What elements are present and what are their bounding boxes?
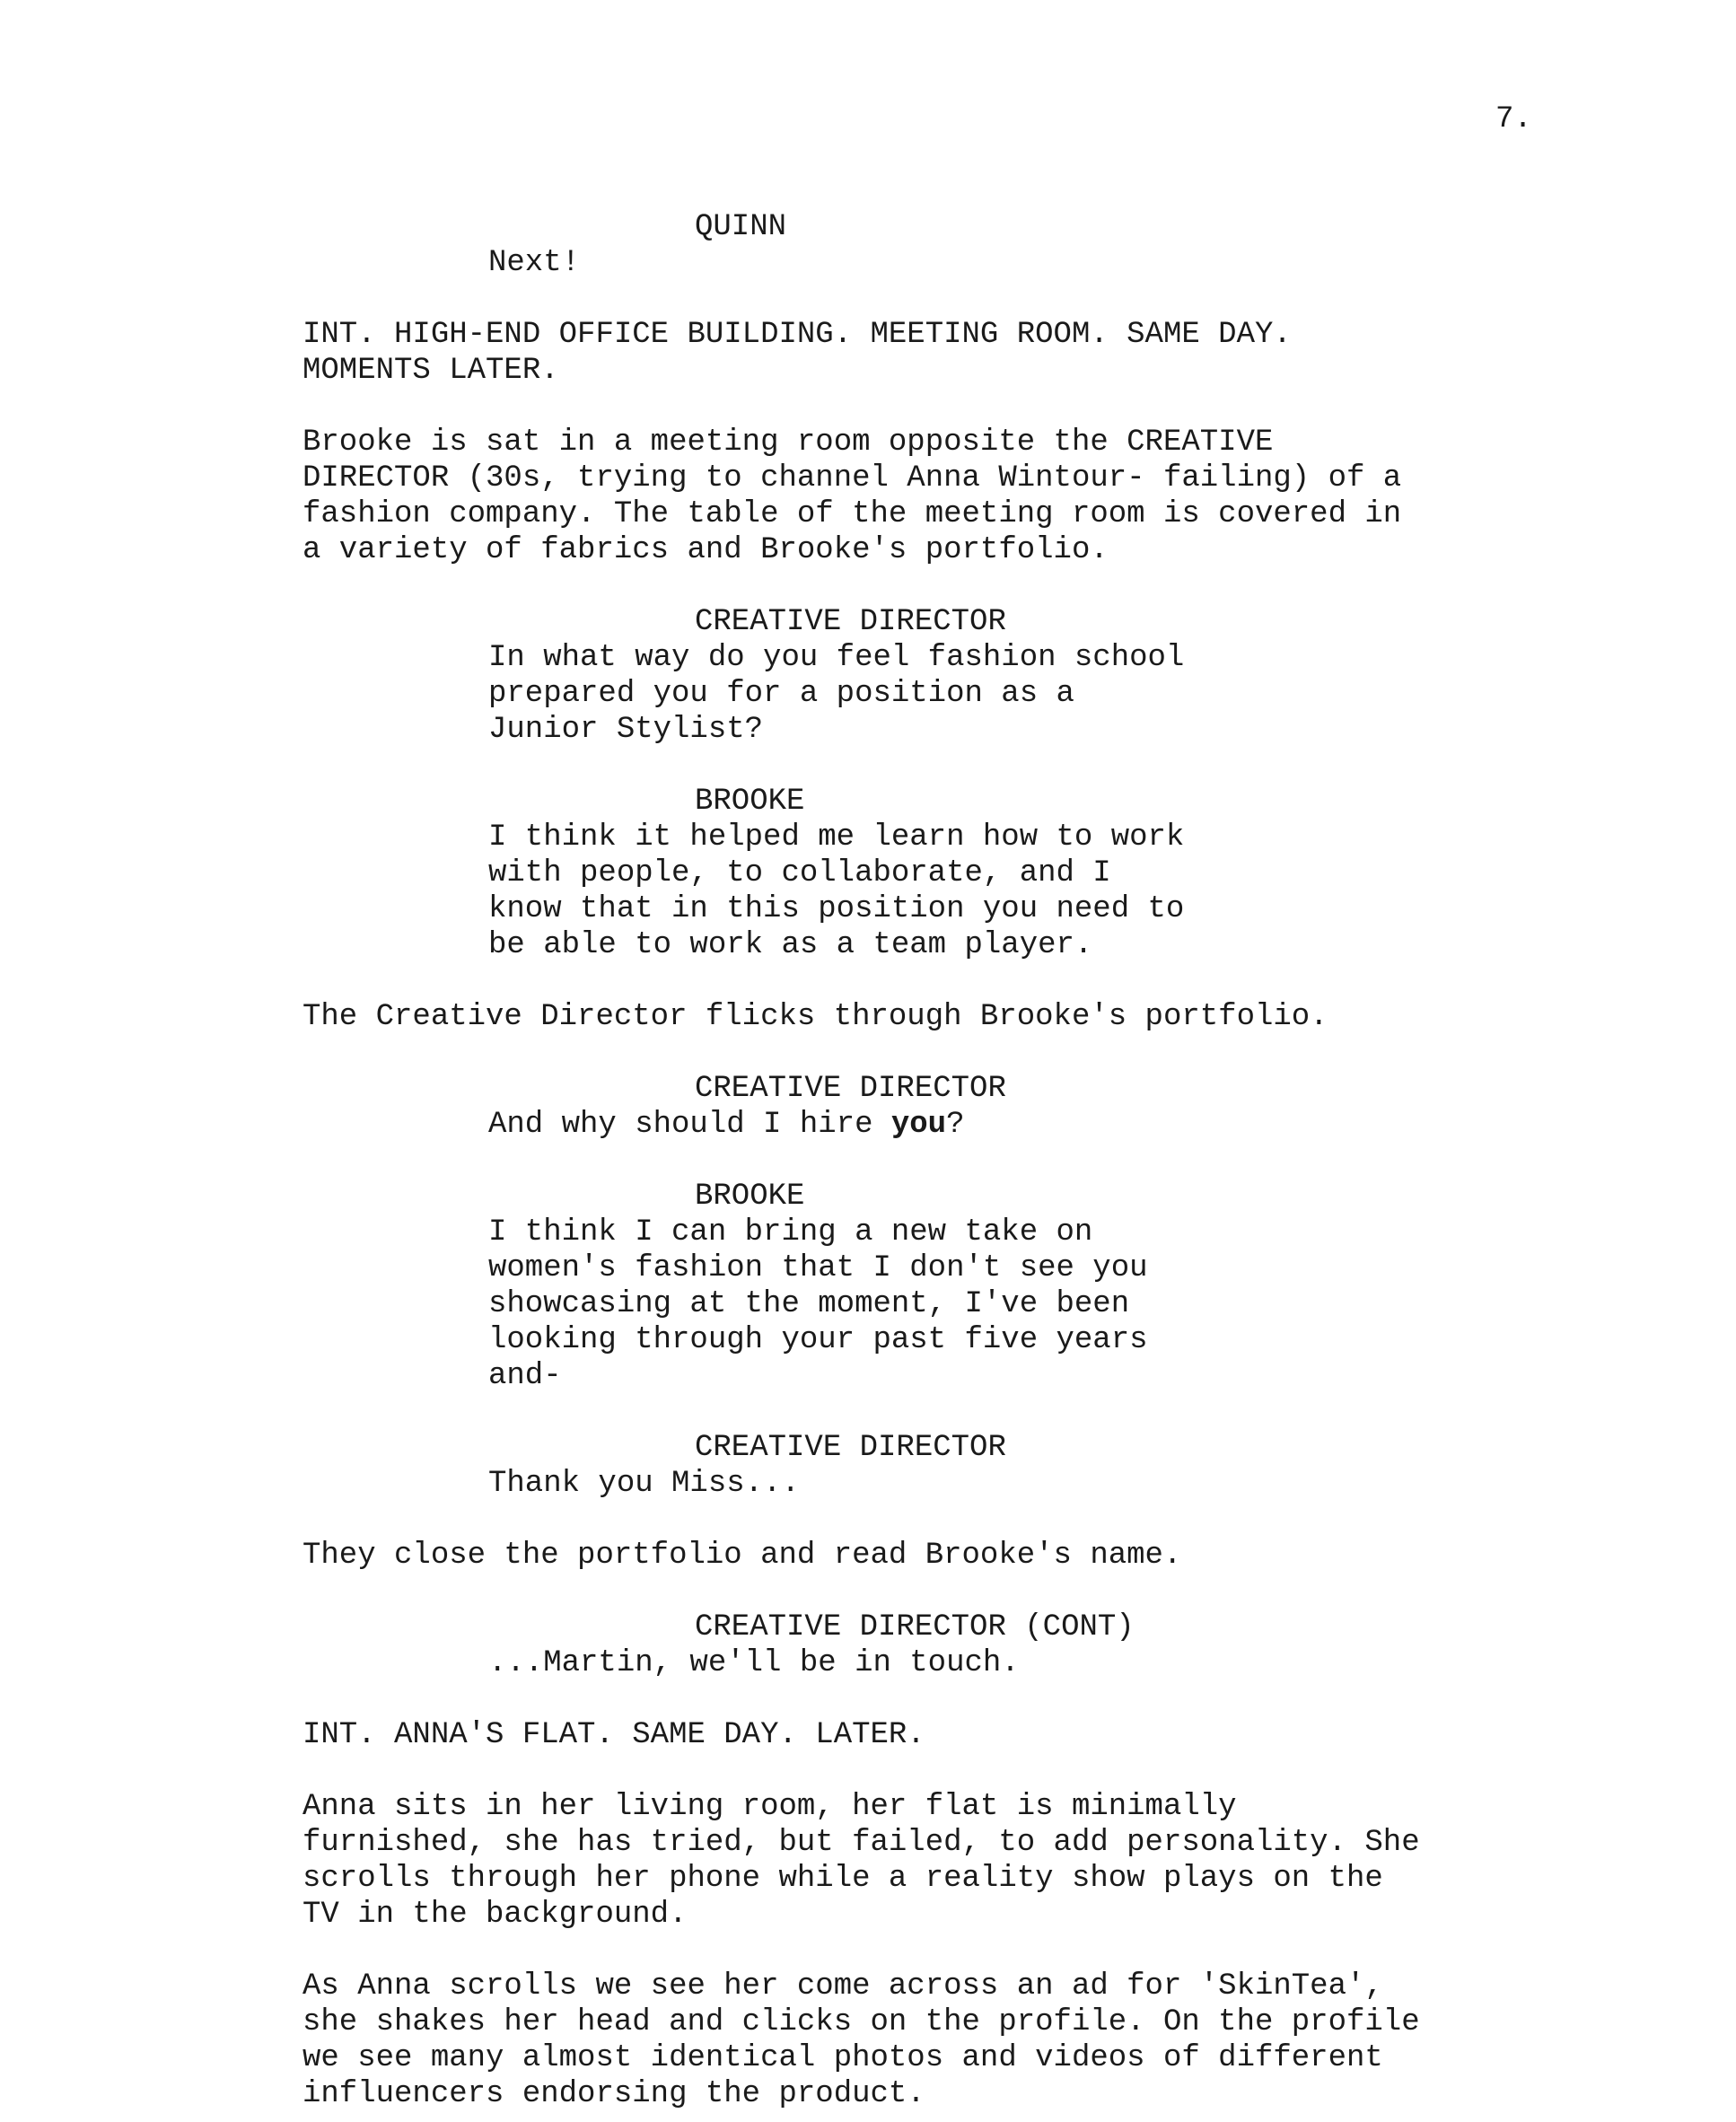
character-name: BROOKE [695,1179,805,1214]
dialogue-text: And why should I hire [488,1108,891,1142]
action-line: As Anna scrolls we see her come across an ad for 'SkinTea', [302,1969,1383,2004]
dialogue-line: showcasing at the moment, I've been [488,1287,1130,1321]
dialogue-line [488,1107,965,1143]
dialogue-line: with people, to collaborate, and I [488,856,1111,890]
action-line: TV in the background. [302,1898,688,1932]
action-line: furnished, she has tried, but failed, to add personality. She [302,1826,1420,1860]
dialogue-line: women's fashion that I don't see you [488,1251,1148,1285]
dialogue-line: and- [488,1359,562,1393]
action-line: scrolls through her phone while a reality show plays on the [302,1862,1383,1896]
dialogue-line: be able to work as a team player. [488,928,1093,962]
scene-heading: INT. ANNA'S FLAT. SAME DAY. LATER. [302,1718,925,1752]
character-name: BROOKE [695,785,805,819]
dialogue-text: ? [946,1108,965,1142]
dialogue-line: Thank you Miss... [488,1467,800,1501]
dialogue-line: ...Martin, we'll be in touch. [488,1646,1020,1680]
action-line: They close the portfolio and read Brooke's name. [302,1539,1182,1573]
scene-heading: MOMENTS LATER. [302,354,559,388]
character-name: CREATIVE DIRECTOR [695,1431,1006,1465]
action-line: we see many almost identical photos and videos of different [302,2041,1383,2075]
action-line: influencers endorsing the product. [302,2077,925,2111]
character-name: CREATIVE DIRECTOR (CONT) [695,1610,1135,1644]
character-name: QUINN [695,210,787,244]
action-line: fashion company. The table of the meeting room is covered in [302,497,1402,531]
dialogue-line: In what way do you feel fashion school [488,641,1185,675]
action-line: a variety of fabrics and Brooke's portfolio. [302,533,1109,567]
action-line: Anna sits in her living room, her flat is minimally [302,1790,1237,1824]
dialogue-line: prepared you for a position as a [488,677,1074,711]
dialogue-line: Junior Stylist? [488,713,764,747]
scene-heading: INT. HIGH-END OFFICE BUILDING. MEETING ROOM. SAME DAY. [302,318,1292,352]
dialogue-line: looking through your past five years [488,1323,1148,1357]
character-name: CREATIVE DIRECTOR [695,605,1006,639]
dialogue-line: Next! [488,246,581,280]
dialogue-line: know that in this position you need to [488,892,1185,926]
dialogue-emphasis: you [890,1108,947,1142]
character-name: CREATIVE DIRECTOR [695,1072,1006,1106]
action-line: Brooke is sat in a meeting room opposite the CREATIVE [302,425,1274,460]
dialogue-line: I think it helped me learn how to work [488,820,1185,855]
dialogue-line: I think I can bring a new take on [488,1215,1093,1250]
page-number: 7. [1495,102,1532,136]
action-line: DIRECTOR (30s, trying to channel Anna Wintour- failing) of a [302,461,1402,495]
action-line: she shakes her head and clicks on the profile. On the profile [302,2005,1420,2039]
action-line: The Creative Director flicks through Brooke's portfolio. [302,1000,1328,1034]
